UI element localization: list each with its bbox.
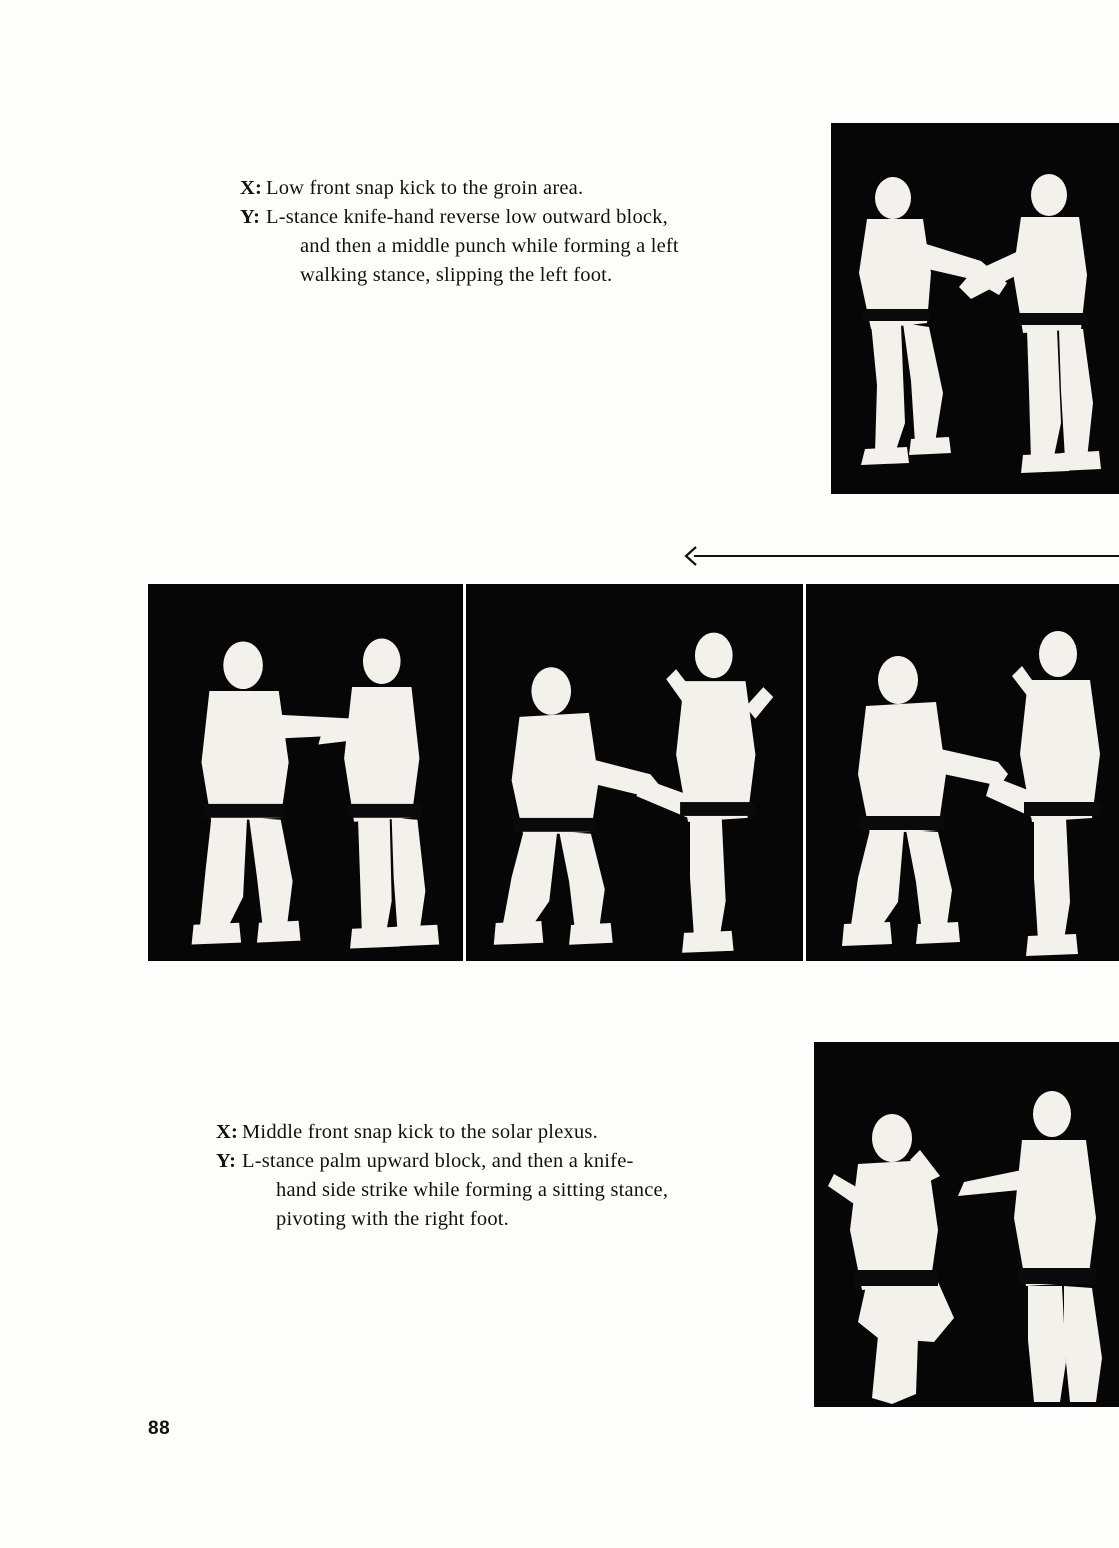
photo-top [831,123,1119,494]
entry-text-y [266,203,812,290]
entry-line: L-stance knife-hand reverse low outward block, [266,206,668,229]
entry-line: pivoting with the right foot. [276,1208,509,1231]
entry-line: and then a middle punch while forming a left [300,235,679,258]
sequence-frame-3 [806,584,1119,961]
instruction-entry-y [240,203,812,290]
arrow-shaft [694,555,1119,557]
frame-3-figures-icon [806,584,1119,961]
entry-key-y: Y: [240,206,261,229]
photo-bottom [814,1042,1119,1407]
instruction-block-top [240,174,812,290]
entry-text-x [242,1118,786,1147]
entry-line: L-stance palm upward block, and then a knife- [242,1150,634,1173]
sequence-frame-2 [466,584,806,961]
instruction-block-bottom [216,1118,786,1234]
instruction-entry-x [216,1118,786,1147]
entry-line: hand side strike while forming a sitting stance, [276,1179,669,1202]
entry-text-x [266,174,812,203]
entry-text-y [242,1147,786,1234]
sequence-frame-1 [148,584,466,961]
entry-line: Middle front snap kick to the solar plexus. [242,1121,598,1143]
entry-key-x: X: [240,177,263,199]
photo-sequence-strip [148,584,1119,961]
frame-2-figures-icon [466,584,803,958]
instruction-entry-y [216,1147,786,1234]
sequence-direction-arrow [684,545,1119,567]
photo-top-figures-icon [831,123,1119,494]
entry-key-y: Y: [216,1150,237,1173]
photo-bottom-figures-icon [814,1042,1119,1407]
page-number: 88 [148,1418,171,1439]
frame-1-figures-icon [148,584,463,957]
entry-key-x: X: [216,1121,239,1143]
arrow-left-icon [684,545,706,567]
entry-line: walking stance, slipping the left foot. [300,264,613,287]
instruction-entry-x [240,174,812,203]
entry-line: Low front snap kick to the groin area. [266,177,584,199]
